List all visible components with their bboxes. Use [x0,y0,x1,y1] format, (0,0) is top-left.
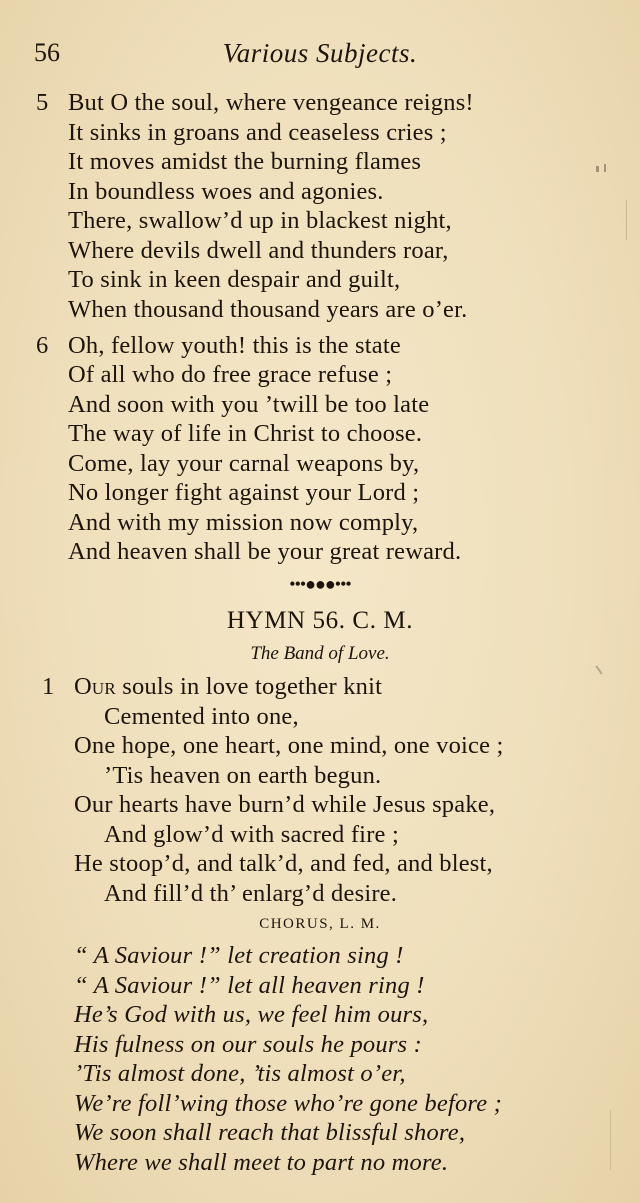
chorus-line: ’Tis almost done, ’tis almost o’er, [74,1060,406,1087]
verse-line-rest: souls in love together knit [115,673,383,700]
verse-line: When thousand thousand years are o’er. [68,296,468,323]
verse-line: And soon with you ’twill be too late [68,391,430,418]
verse-line: It sinks in groans and ceaseless cries ; [68,119,447,146]
verse-line: Our hearts have burn’d while Jesus spake, [74,791,496,818]
verse-line: Of all who do free grace refuse ; [68,361,393,388]
verse-line: One hope, one heart, one mind, one voice ; [74,732,504,759]
paper-speck [596,166,599,172]
chorus-line: His fulness on our souls he pours : [74,1031,422,1058]
verse-line: It moves amidst the burning flames [68,148,422,175]
verse-line: To sink in keen despair and guilt, [68,266,401,293]
drop-word: Our [74,673,116,700]
verse-line: No longer fight against your Lord ; [68,479,420,506]
verse-line: ’Tis heaven on earth begun. [104,762,382,789]
verse-line: Cemented into one, [104,703,299,730]
paper-speck [604,164,606,172]
verse-line: And glow’d with sacred fire ; [104,821,399,848]
verse-line: He stoop’d, and talk’d, and fed, and blest, [74,850,493,877]
hymn-title: HYMN 56. C. M. [226,607,414,634]
verse-line: The way of life in Christ to choose. [68,420,423,447]
verse-number: 5 [36,89,49,116]
running-title: Various Subjects. [222,38,418,68]
verse-line: Where devils dwell and thunders roar, [68,237,449,264]
page-header [0,36,640,70]
verse-number: 1 [42,673,55,700]
verse-line: Come, lay your carnal weapons by, [68,450,420,477]
verse-line: And heaven shall be your great reward. [68,538,462,565]
verse-line: And with my mission now comply, [68,509,419,536]
chorus-line: “ A Saviour !” let all heaven ring ! [74,972,425,999]
chorus-line: We’re foll’wing those who’re gone before ; [74,1090,502,1117]
hymn-subtitle: The Band of Love. [250,643,390,664]
verse-line: Oh, fellow youth! this is the state [68,332,401,359]
verse-line-first [74,672,382,701]
paper-speck [626,200,627,240]
chorus-line: Where we shall meet to part no more. [74,1149,449,1176]
chorus-heading: CHORUS, L. M. [259,916,381,932]
chorus-line: “ A Saviour !” let creation sing ! [74,942,404,969]
chorus-line: We soon shall reach that blissful shore, [74,1119,466,1146]
page-number: 56 [34,38,60,67]
verse-line: But O the soul, where vengeance reigns! [68,89,474,116]
paper-speck [610,1110,611,1170]
verse-line: There, swallow’d up in blackest night, [68,207,452,234]
section-ornament: •••●●●••• [289,574,351,594]
verse-line: In boundless woes and agonies. [68,178,384,205]
verse-line: And fill’d th’ enlarg’d desire. [104,880,398,907]
chorus-line: He’s God with us, we feel him ours, [74,1001,429,1028]
verse-number: 6 [36,332,49,359]
